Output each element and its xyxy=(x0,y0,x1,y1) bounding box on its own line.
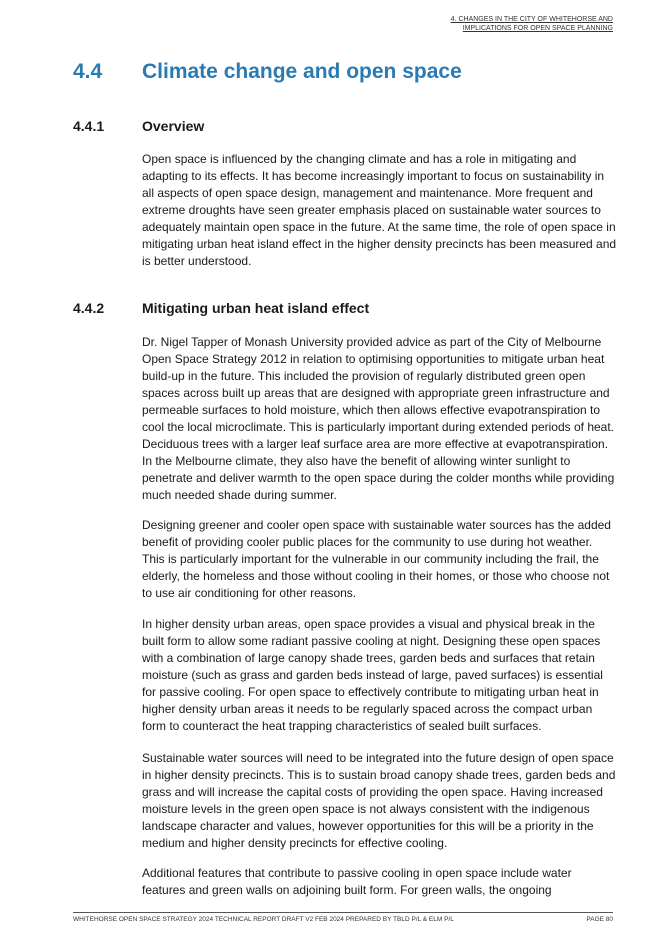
heat-island-paragraph-4: Sustainable water sources will need to be integrated into the future design of open space in higher density precincts. This is to sustain broad canopy shade trees, garden beds and grass and will increase the capital costs of providing the open space. Having increased moisture levels in the green open space is not always consistent with the indigenous landscape character and values, however opportunities for this will be a priority in the medium and higher density precincts for effective cooling. xyxy=(142,751,616,850)
running-header-line-1: 4. CHANGES IN THE CITY OF WHITEHORSE AND xyxy=(450,16,613,23)
heat-island-paragraph-3: In higher density urban areas, open space provides a visual and physical break in the built form to allow some radiant passive cooling at night. Designing these open spaces with a combination of large canopy shade trees, garden beds and surfaces that retain moisture (such as grass and garden beds instead of large, paved surfaces) is essential for passive cooling. For open space to effectively contribute to mitigating urban heat in higher density urban areas it needs to be regularly spaced across the compact urban form to counteract the heat trapping characteristics of sealed built surfaces. xyxy=(142,617,603,733)
section-title: Climate change and open space xyxy=(142,60,462,83)
running-header xyxy=(451,15,613,33)
footer-divider xyxy=(73,912,613,913)
heat-island-paragraph-1: Dr. Nigel Tapper of Monash University provided advice as part of the City of Melbourne Open Space Strategy 2012 in relation to optimising opportunities to mitigate urban heat build-up in the future. This included the provision of regularly distributed green open spaces across built up areas that are designed with appropriate green infrastructure and permeable surfaces to hold moisture, which then allows effective evapotranspiration to cool the local microclimate. This is particularly important during extended periods of heat. Deciduous trees with a larger leaf surface area are more effective at evapotranspiration. In the Melbourne climate, they also have the benefit of allowing winter sunlight to penetrate and deliver warmth to the open space during the colder months while providing much needed shade during summer. xyxy=(142,335,615,502)
footer-page-number: PAGE 80 xyxy=(586,916,613,923)
section-number: 4.4 xyxy=(73,60,103,83)
running-header-line-2: IMPLICATIONS FOR OPEN SPACE PLANNING xyxy=(462,25,613,32)
heat-island-paragraph-5: Additional features that contribute to passive cooling in open space include water features and green walls on adjoining built form. For green walls, the ongoing xyxy=(142,866,572,897)
subsection-number-heat-island: 4.4.2 xyxy=(73,300,105,316)
heat-island-paragraph-2: Designing greener and cooler open space with sustainable water sources has the added benefit of providing cooler public places for the community to use during hot weather. This is particularly important for the vulnerable in our community including the frail, the elderly, the homeless and those without cooling in their homes, or those who choose not to use air conditioning for other reasons. xyxy=(142,518,611,600)
footer-document-info: WHITEHORSE OPEN SPACE STRATEGY 2024 TECHNICAL REPORT DRAFT V2 FEB 2024 PREPARED BY TBLD P/L & ELM P/L xyxy=(73,916,454,923)
subsection-title-overview: Overview xyxy=(142,118,205,134)
subsection-number-overview: 4.4.1 xyxy=(73,118,105,134)
subsection-title-heat-island: Mitigating urban heat island effect xyxy=(142,300,370,316)
overview-paragraph: Open space is influenced by the changing climate and has a role in mitigating and adapting to its effects. It has become increasingly important to focus on sustainability in all aspects of open space design, management and maintenance. More frequent and extreme droughts have seen greater emphasis placed on sustainable water sources to adequately maintain open space in the future. At the same time, the role of open space in mitigating urban heat island effect in the higher density precincts has been measured and is better understood. xyxy=(142,152,617,268)
